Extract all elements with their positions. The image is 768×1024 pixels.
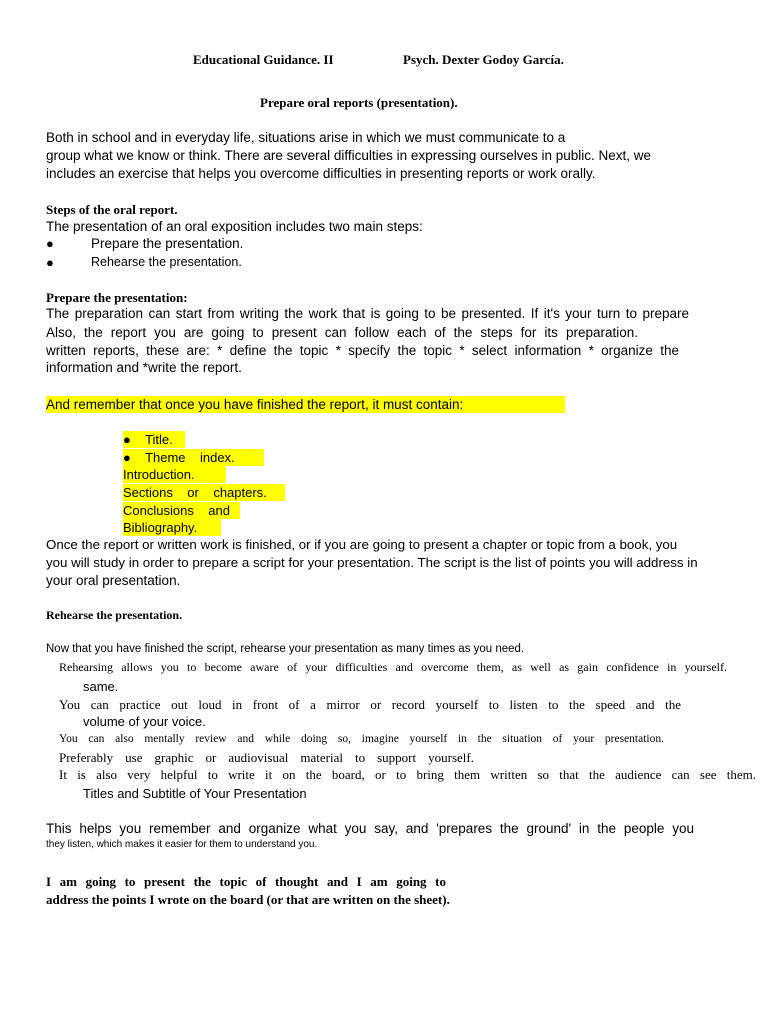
script-line-1: Once the report or written work is finished, or if you are going to present a chapter or topic from a book, you bbox=[46, 537, 678, 552]
step-item: Prepare the presentation. bbox=[91, 236, 244, 251]
intro-line-1: Both in school and in everyday life, situations arise in which we must communicate to a bbox=[46, 130, 566, 145]
contain-item: Sections or chapters. bbox=[123, 484, 285, 501]
helps-line-1: This helps you remember and organize what you say, and 'prepares the ground' in the people you bbox=[46, 821, 694, 836]
helps-line-2: they listen, which makes it easier for them to understand you. bbox=[46, 839, 318, 850]
intro-line-2: group what we know or think. There are several difficulties in expressing ourselves in public. Next, we bbox=[46, 148, 652, 163]
closing-line-1: I am going to present the topic of thought and I am going to bbox=[46, 874, 446, 889]
page-title: Prepare oral reports (presentation). bbox=[260, 95, 458, 110]
prepare-line-4: information and *write the report. bbox=[46, 360, 242, 375]
contain-item: Introduction. bbox=[123, 466, 226, 483]
rehearse-line-2: same. bbox=[83, 679, 119, 694]
course-title: Educational Guidance. II bbox=[193, 52, 334, 67]
steps-heading: Steps of the oral report. bbox=[46, 202, 178, 217]
rehearse-line-7: It is also very helpful to write it on the board, or to bring them written so that the audience can see them. bbox=[59, 767, 756, 782]
prepare-line-2: Also, the report you are going to present can follow each of the steps for its preparation. bbox=[46, 325, 638, 340]
intro-line-3: includes an exercise that helps you overcome difficulties in presenting reports or work orally. bbox=[46, 166, 596, 181]
author-name: Psych. Dexter Godoy García. bbox=[403, 52, 564, 67]
rehearse-line-5: You can also mentally review and while doing so, imagine yourself in the situation of your presentation. bbox=[59, 733, 664, 745]
rehearse-heading: Rehearse the presentation. bbox=[46, 608, 183, 622]
script-line-2: you will study in order to prepare a script for your presentation. The script is the list of points you will address in bbox=[46, 555, 698, 570]
prepare-heading: Prepare the presentation: bbox=[46, 290, 188, 305]
closing-line-2: address the points I wrote on the board (or that are written on the sheet). bbox=[46, 892, 450, 907]
contain-item: Conclusions and bbox=[123, 502, 240, 519]
prepare-line-3: written reports, these are: * define the topic * specify the topic * select information * organize the bbox=[46, 343, 679, 358]
rehearse-line-8: Titles and Subtitle of Your Presentation bbox=[83, 786, 307, 801]
rehearse-line-4: volume of your voice. bbox=[83, 714, 206, 729]
prepare-line-1: The preparation can start from writing the work that is going to be presented. If it's your turn to prepare bbox=[46, 306, 689, 321]
steps-lead: The presentation of an oral exposition includes two main steps: bbox=[46, 219, 423, 234]
rehearse-line-6: Preferably use graphic or audiovisual material to support yourself. bbox=[59, 750, 474, 765]
rehearse-line-1: Rehearsing allows you to become aware of your difficulties and overcome them, as well as gain confidence in yourself. bbox=[59, 660, 727, 674]
contain-lead: And remember that once you have finished the report, it must contain: bbox=[46, 396, 565, 413]
script-line-3: your oral presentation. bbox=[46, 573, 181, 588]
contain-item: ● Title. bbox=[123, 431, 185, 448]
rehearse-line-3: You can practice out loud in front of a mirror or record yourself to listen to the speed and the bbox=[59, 697, 681, 712]
contain-item: ● Theme index. bbox=[123, 449, 264, 466]
bullet-icon: ● bbox=[46, 255, 54, 270]
contain-item: Bibliography. bbox=[123, 519, 221, 536]
step-item: Rehearse the presentation. bbox=[91, 255, 242, 269]
rehearse-lead: Now that you have finished the script, rehearse your presentation as many times as you need. bbox=[46, 643, 525, 655]
bullet-icon: ● bbox=[46, 236, 54, 251]
